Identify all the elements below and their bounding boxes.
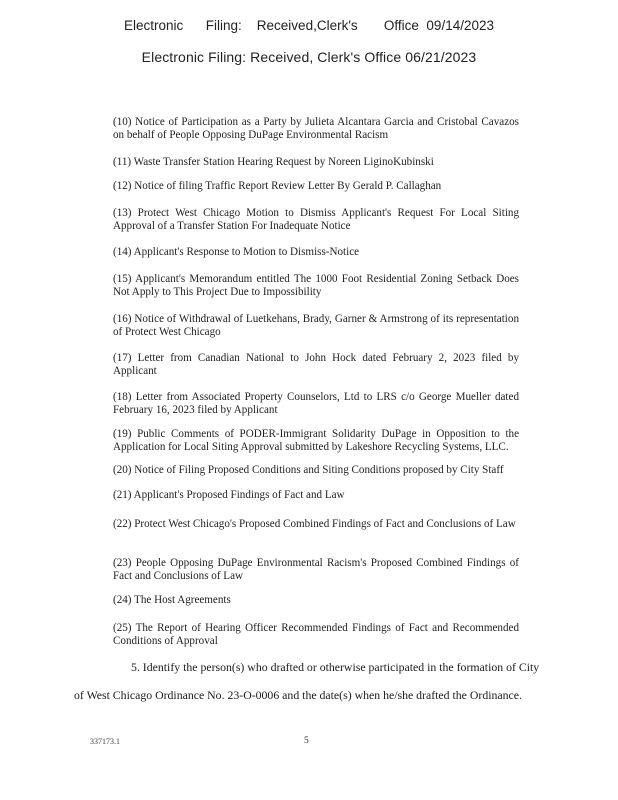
list-item-23: (23) People Opposing DuPage Environmental Racism's Proposed Combined Findings of Fact and Conclusions of Law bbox=[113, 557, 519, 582]
list-item-16: (16) Notice of Withdrawal of Luetkehans, Brady, Garner & Armstrong of its representation of Protect West Chicago bbox=[113, 313, 519, 338]
list-item-18: (18) Letter from Associated Property Counselors, Ltd to LRS c/o George Mueller dated February 16, 2023 filed by Applicant bbox=[113, 391, 519, 416]
list-item-10: (10) Notice of Participation as a Party by Julieta Alcantara Garcia and Cristobal Cavazos on behalf of People Opposing DuPage Environmental Racism bbox=[113, 116, 519, 141]
list-item-22: (22) Protect West Chicago's Proposed Combined Findings of Fact and Conclusions of Law bbox=[113, 518, 516, 530]
list-item-19: (19) Public Comments of PODER-Immigrant Solidarity DuPage in Opposition to the Application for Local Siting Approval submitted by Lakeshore Recycling Systems, LLC. bbox=[113, 428, 519, 453]
list-item-14: (14) Applicant's Response to Motion to Dismiss-Notice bbox=[113, 246, 360, 258]
filing-stamp-line-1: Electronic Filing: Received,Clerk's Office 09/14/2023 bbox=[124, 18, 494, 33]
interrogatory-line-2: of West Chicago Ordinance No. 23-O-0006 and the date(s) when he/she drafted the Ordinance. bbox=[74, 688, 522, 702]
list-item-13: (13) Protect West Chicago Motion to Dismiss Applicant's Request For Local Siting Approval of a Transfer Station For Inadequate Notice bbox=[113, 207, 519, 232]
list-item-20: (20) Notice of Filing Proposed Conditions and Siting Conditions proposed by City Staff bbox=[113, 464, 504, 476]
list-item-12: (12) Notice of filing Traffic Report Review Letter By Gerald P. Callaghan bbox=[113, 180, 442, 192]
list-item-25: (25) The Report of Hearing Officer Recommended Findings of Fact and Recommended Conditions of Approval bbox=[113, 622, 519, 647]
list-item-11: (11) Waste Transfer Station Hearing Request by Noreen LiginoKubinski bbox=[113, 156, 434, 168]
list-item-24: (24) The Host Agreements bbox=[113, 594, 231, 606]
page-number: 5 bbox=[304, 736, 309, 746]
filing-stamp-line-2: Electronic Filing: Received, Clerk's Office 06/21/2023 bbox=[141, 49, 477, 65]
list-item-15: (15) Applicant's Memorandum entitled The 1000 Foot Residential Zoning Setback Does Not Apply to This Project Due to Impossibility bbox=[113, 273, 519, 298]
list-item-21: (21) Applicant's Proposed Findings of Fact and Law bbox=[113, 489, 345, 501]
list-item-17: (17) Letter from Canadian National to John Hock dated February 2, 2023 filed by Applicant bbox=[113, 352, 519, 377]
document-code: 337173.1 bbox=[90, 737, 120, 746]
interrogatory-line-1: 5. Identify the person(s) who drafted or otherwise participated in the formation of City bbox=[131, 660, 540, 674]
